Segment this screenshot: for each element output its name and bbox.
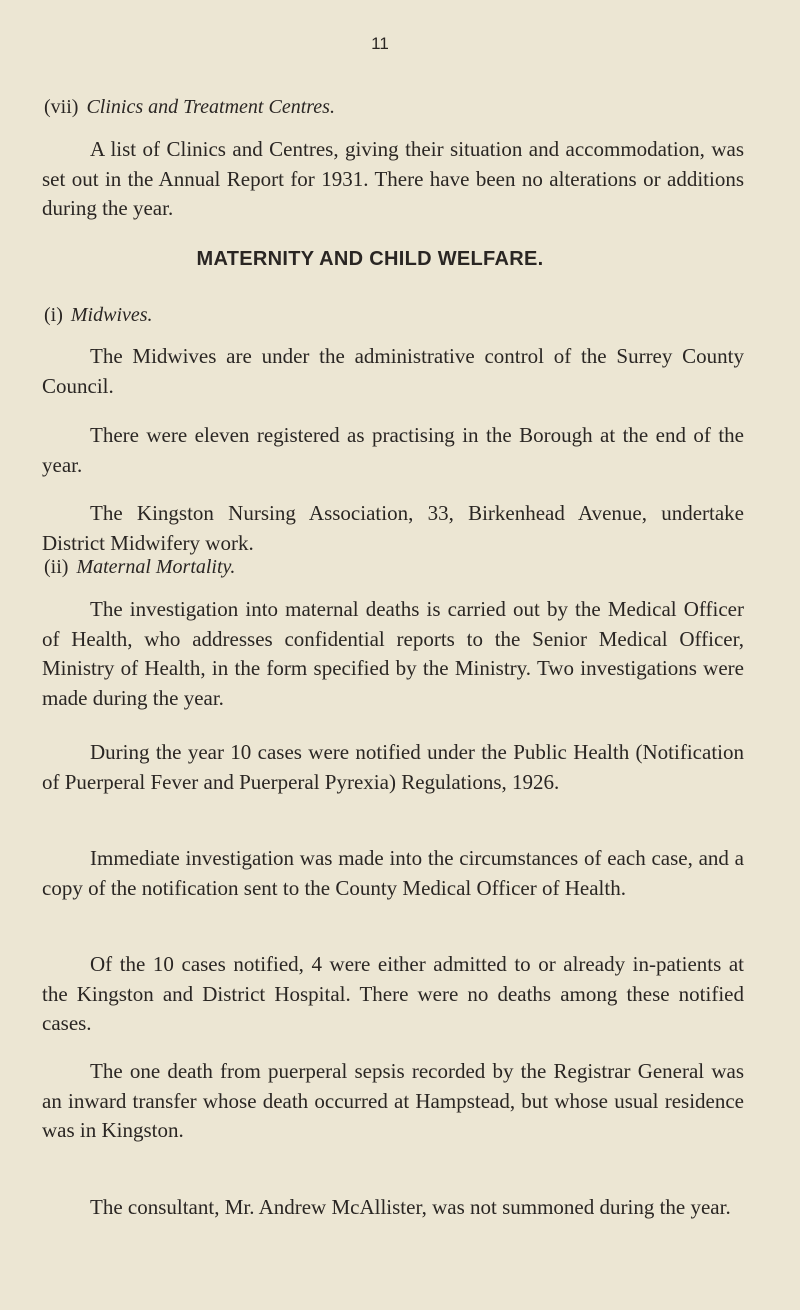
- maternity-heading: MATERNITY AND CHILD WELFARE.: [196, 248, 544, 270]
- paragraph-midwives-association: The Kingston Nursing Association, 33, Birkenhead Avenue, undertake District Midwifery work.: [42, 501, 744, 555]
- page-number: 11: [371, 34, 389, 53]
- paragraph-midwives-registered: There were eleven registered as practising in the Borough at the end of the year.: [42, 423, 744, 477]
- paragraph-cases-notified: During the year 10 cases were notified under the Public Health (Notification of Puerperal Fever and Puerperal Pyrexia) Regulations, 1926.: [42, 740, 744, 794]
- section-title: Clinics and Treatment Centres.: [86, 96, 335, 118]
- section-heading-maternal-mortality: [44, 555, 235, 579]
- paragraph-immediate-investigation: Immediate investigation was made into the circumstances of each case, and a copy of the notification sent to the County Medical Officer of Health.: [42, 846, 744, 900]
- section-number: (vii): [44, 96, 79, 118]
- section-title: Midwives.: [70, 304, 153, 326]
- paragraph-investigation: The investigation into maternal deaths is carried out by the Medical Officer of Health, who addresses confidential reports to the Senior Medical Officer, Ministry of Health, in the form specified by the Ministry. Two investigations were made during the year.: [42, 597, 744, 710]
- section-heading-midwives: [44, 303, 153, 327]
- section-number: (ii): [44, 556, 69, 578]
- paragraph-puerperal-sepsis-death: The one death from puerperal sepsis recorded by the Registrar General was an inward transfer whose death occurred at Hampstead, but whose usual residence was in Kingston.: [42, 1059, 744, 1142]
- paragraph-clinics-list: A list of Clinics and Centres, giving their situation and accommodation, was set out in the Annual Report for 1931. There have been no alterations or additions during the year.: [42, 137, 744, 220]
- section-heading-clinics: [44, 95, 335, 119]
- section-number: (i): [44, 304, 63, 326]
- section-title: Maternal Mortality.: [76, 556, 236, 578]
- paragraph-hospital-admissions: Of the 10 cases notified, 4 were either admitted to or already in-patients at the Kingston and District Hospital. There were no deaths among these notified cases.: [42, 952, 744, 1035]
- paragraph-midwives-control: The Midwives are under the administrative control of the Surrey County Council.: [42, 344, 744, 398]
- paragraph-consultant: The consultant, Mr. Andrew McAllister, was not summoned during the year.: [90, 1195, 731, 1219]
